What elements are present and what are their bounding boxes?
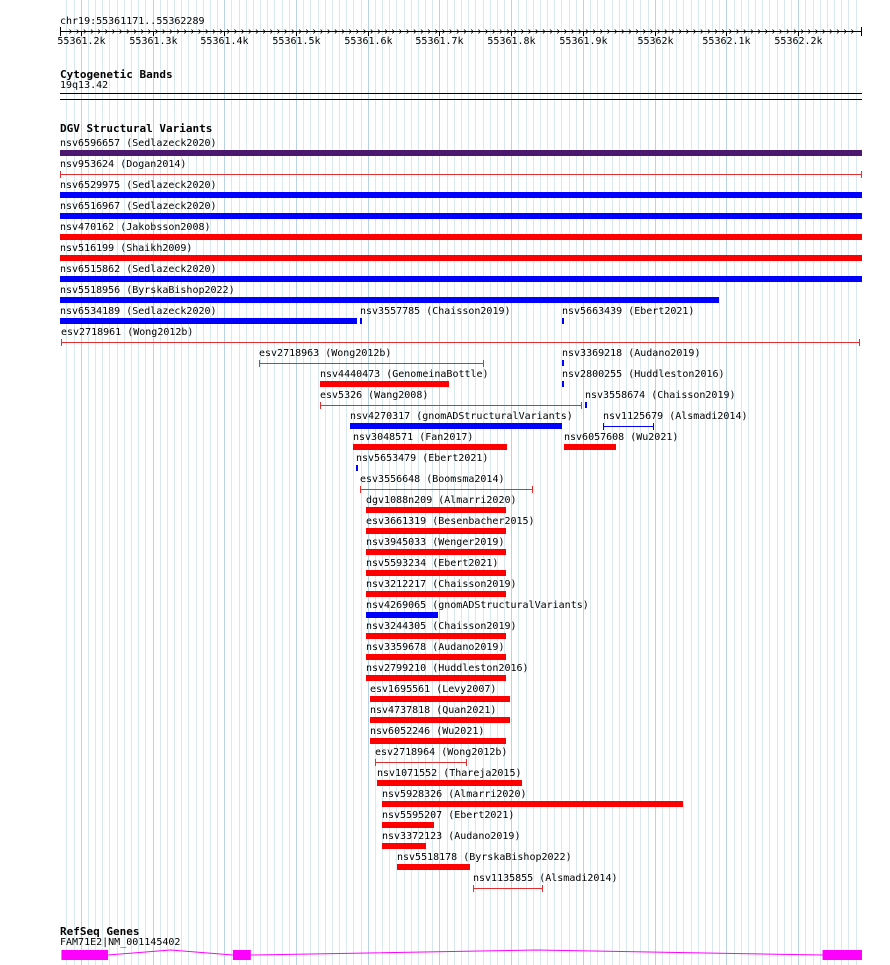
dgv-feature-label[interactable]: nsv470162 (Jakobsson2008)	[60, 222, 211, 233]
refseq-title: RefSeq Genes	[60, 925, 140, 938]
dgv-feature-bar[interactable]	[366, 654, 506, 660]
dgv-feature-label[interactable]: esv2718961 (Wong2012b)	[61, 327, 194, 338]
dgv-feature-label[interactable]: nsv3557785 (Chaisson2019)	[360, 306, 511, 317]
dgv-feature-label[interactable]: nsv3945033 (Wenger2019)	[366, 537, 505, 548]
dgv-feature-label[interactable]: nsv2799210 (Huddleston2016)	[366, 663, 529, 674]
ruler-tick-label: 55362.2k	[774, 36, 823, 47]
dgv-feature-label[interactable]: nsv1135855 (Alsmadi2014)	[473, 873, 618, 884]
dgv-title: DGV Structural Variants	[60, 122, 213, 135]
dgv-feature-label[interactable]: nsv6529975 (Sedlazeck2020)	[60, 180, 217, 191]
dgv-feature-line[interactable]	[61, 342, 860, 343]
dgv-feature-endcap	[542, 885, 543, 892]
dgv-feature-label[interactable]: nsv516199 (Shaikh2009)	[60, 243, 193, 254]
dgv-feature-bar[interactable]	[366, 612, 438, 618]
ruler-tick-label: 55361.4k	[200, 36, 249, 47]
cytoband-track-top-line	[60, 93, 862, 94]
dgv-feature-bar[interactable]	[366, 633, 506, 639]
dgv-feature-label[interactable]: dgv1088n209 (Almarri2020)	[366, 495, 517, 506]
dgv-feature-label[interactable]: nsv3244305 (Chaisson2019)	[366, 621, 517, 632]
ruler-tick-label: 55361.5k	[272, 36, 321, 47]
dgv-feature-endcap	[859, 339, 860, 346]
dgv-feature-endcap	[532, 486, 533, 493]
dgv-feature-endcap	[473, 885, 474, 892]
dgv-feature-bar[interactable]	[370, 738, 506, 744]
dgv-feature-endcap	[653, 423, 654, 430]
dgv-feature-endcap	[259, 360, 260, 367]
dgv-feature-bar[interactable]	[562, 381, 564, 387]
dgv-feature-label[interactable]: esv3661319 (Besenbacher2015)	[366, 516, 535, 527]
dgv-feature-line[interactable]	[603, 426, 654, 427]
exon-block	[61, 950, 108, 960]
dgv-feature-label[interactable]: nsv4737818 (Quan2021)	[370, 705, 497, 716]
cytoband-track-bottom-line	[60, 99, 862, 100]
gene-model[interactable]	[0, 948, 890, 962]
dgv-feature-label[interactable]: nsv1071552 (Thareja2015)	[377, 768, 522, 779]
dgv-feature-label[interactable]: nsv6515862 (Sedlazeck2020)	[60, 264, 217, 275]
position-label: chr19:55361171..55362289	[60, 16, 205, 27]
dgv-feature-label[interactable]: nsv6534189 (Sedlazeck2020)	[60, 306, 217, 317]
dgv-feature-label[interactable]: nsv953624 (Dogan2014)	[60, 159, 187, 170]
dgv-feature-line[interactable]	[360, 489, 533, 490]
dgv-feature-line[interactable]	[60, 174, 862, 175]
dgv-feature-bar[interactable]	[370, 696, 510, 702]
dgv-feature-bar[interactable]	[320, 381, 449, 387]
dgv-feature-bar[interactable]	[360, 318, 362, 324]
dgv-feature-bar[interactable]	[350, 423, 562, 429]
dgv-feature-label[interactable]: nsv6516967 (Sedlazeck2020)	[60, 201, 217, 212]
dgv-feature-endcap	[61, 339, 62, 346]
dgv-feature-bar[interactable]	[382, 843, 426, 849]
dgv-feature-bar[interactable]	[382, 822, 434, 828]
dgv-feature-bar[interactable]	[366, 570, 506, 576]
dgv-feature-endcap	[375, 759, 376, 766]
dgv-feature-bar[interactable]	[564, 444, 616, 450]
ruler-tick-label: 55361.8k	[487, 36, 536, 47]
cytogenetic-bands-title: Cytogenetic Bands	[60, 68, 173, 81]
dgv-feature-line[interactable]	[320, 405, 582, 406]
dgv-feature-bar[interactable]	[366, 591, 506, 597]
dgv-feature-label[interactable]: nsv3558674 (Chaisson2019)	[585, 390, 736, 401]
intron-line	[251, 950, 823, 955]
dgv-feature-bar[interactable]	[377, 780, 522, 786]
dgv-feature-label[interactable]: nsv5593234 (Ebert2021)	[366, 558, 499, 569]
gene-label[interactable]: FAM71E2|NM_001145402	[60, 937, 181, 948]
dgv-feature-bar[interactable]	[60, 318, 357, 324]
dgv-feature-label[interactable]: nsv5653479 (Ebert2021)	[356, 453, 489, 464]
dgv-feature-label[interactable]: nsv5595207 (Ebert2021)	[382, 810, 515, 821]
dgv-feature-label[interactable]: nsv2800255 (Huddleston2016)	[562, 369, 725, 380]
dgv-feature-label[interactable]: nsv3369218 (Audano2019)	[562, 348, 701, 359]
dgv-feature-label[interactable]: nsv6057608 (Wu2021)	[564, 432, 679, 443]
dgv-feature-endcap	[861, 171, 862, 178]
dgv-feature-label[interactable]: nsv3212217 (Chaisson2019)	[366, 579, 517, 590]
ruler-tick-label: 55361.3k	[129, 36, 178, 47]
dgv-feature-bar[interactable]	[366, 675, 506, 681]
dgv-feature-bar[interactable]	[562, 360, 564, 366]
dgv-feature-label[interactable]: nsv4270317 (gnomADStructuralVariants)	[350, 411, 573, 422]
dgv-feature-bar[interactable]	[60, 213, 862, 219]
dgv-feature-label[interactable]: nsv1125679 (Alsmadi2014)	[603, 411, 748, 422]
dgv-feature-bar[interactable]	[353, 444, 507, 450]
dgv-feature-endcap	[466, 759, 467, 766]
dgv-feature-bar[interactable]	[366, 549, 506, 555]
ruler-axis[interactable]	[0, 24, 890, 74]
dgv-feature-endcap	[60, 171, 61, 178]
dgv-feature-endcap	[360, 486, 361, 493]
intron-line	[108, 950, 233, 955]
dgv-feature-bar[interactable]	[382, 801, 683, 807]
dgv-feature-label[interactable]: nsv6052246 (Wu2021)	[370, 726, 485, 737]
dgv-feature-label[interactable]: nsv5518956 (ByrskaBishop2022)	[60, 285, 235, 296]
dgv-feature-label[interactable]: nsv5518178 (ByrskaBishop2022)	[397, 852, 572, 863]
dgv-feature-bar[interactable]	[60, 276, 862, 282]
dgv-feature-endcap	[603, 423, 604, 430]
dgv-feature-label[interactable]: nsv5663439 (Ebert2021)	[562, 306, 695, 317]
dgv-feature-bar[interactable]	[60, 234, 862, 240]
dgv-feature-bar[interactable]	[60, 150, 862, 156]
dgv-feature-label[interactable]: nsv3372123 (Audano2019)	[382, 831, 521, 842]
dgv-feature-bar[interactable]	[397, 864, 470, 870]
ruler-tick-label: 55361.6k	[344, 36, 393, 47]
dgv-feature-line[interactable]	[259, 363, 484, 364]
dgv-feature-bar[interactable]	[60, 297, 719, 303]
dgv-feature-bar[interactable]	[585, 402, 587, 408]
dgv-feature-bar[interactable]	[562, 318, 564, 324]
dgv-feature-bar[interactable]	[366, 528, 506, 534]
exon-block	[823, 950, 862, 960]
ruler-tick-label: 55361.2k	[57, 36, 106, 47]
dgv-feature-bar[interactable]	[356, 465, 358, 471]
dgv-feature-line[interactable]	[473, 888, 543, 889]
ruler-tick-label: 55361.9k	[559, 36, 608, 47]
dgv-feature-label[interactable]: esv3556648 (Boomsma2014)	[360, 474, 505, 485]
dgv-feature-bar[interactable]	[60, 255, 862, 261]
dgv-feature-label[interactable]: nsv4269065 (gnomADStructuralVariants)	[366, 600, 589, 611]
dgv-feature-label[interactable]: nsv3359678 (Audano2019)	[366, 642, 505, 653]
dgv-feature-line[interactable]	[375, 762, 467, 763]
dgv-feature-label[interactable]: nsv5928326 (Almarri2020)	[382, 789, 527, 800]
dgv-feature-label[interactable]: nsv3048571 (Fan2017)	[353, 432, 474, 443]
dgv-feature-bar[interactable]	[370, 717, 510, 723]
dgv-feature-label[interactable]: esv1695561 (Levy2007)	[370, 684, 497, 695]
dgv-feature-label[interactable]: esv5326 (Wang2008)	[320, 390, 429, 401]
dgv-feature-bar[interactable]	[60, 192, 862, 198]
exon-block	[233, 950, 251, 960]
dgv-feature-endcap	[581, 402, 582, 409]
dgv-feature-label[interactable]: nsv4440473 (GenomeinaBottle)	[320, 369, 489, 380]
dgv-feature-endcap	[483, 360, 484, 367]
cytoband-label[interactable]: 19q13.42	[60, 80, 109, 91]
dgv-feature-endcap	[320, 402, 321, 409]
dgv-feature-label[interactable]: esv2718964 (Wong2012b)	[375, 747, 508, 758]
ruler-tick-label: 55361.7k	[415, 36, 464, 47]
ruler-tick-label: 55362k	[637, 36, 674, 47]
ruler-tick-label: 55362.1k	[702, 36, 751, 47]
dgv-feature-label[interactable]: esv2718963 (Wong2012b)	[259, 348, 392, 359]
dgv-feature-label[interactable]: nsv6596657 (Sedlazeck2020)	[60, 138, 217, 149]
dgv-feature-bar[interactable]	[366, 507, 506, 513]
